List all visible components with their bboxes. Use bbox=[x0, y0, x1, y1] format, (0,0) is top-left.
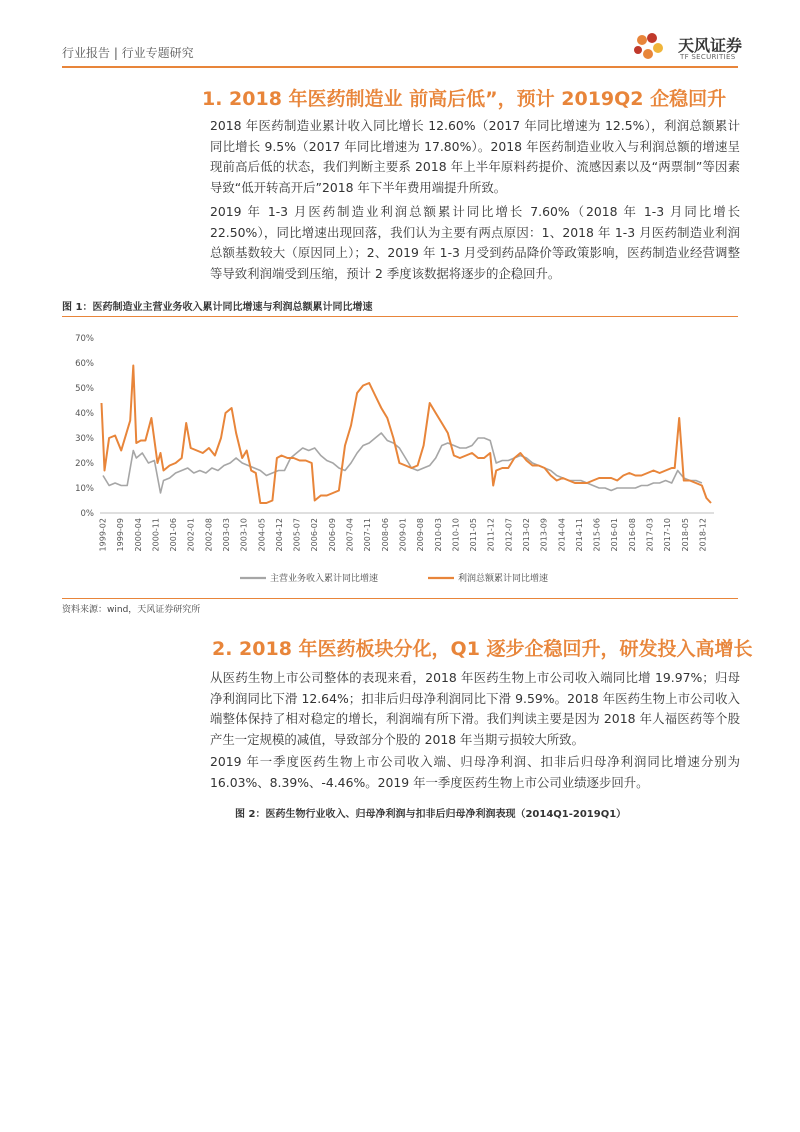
x-tick-label: 2010-10 bbox=[451, 518, 461, 552]
x-tick-label: 2009-08 bbox=[416, 518, 426, 552]
y-tick-label: 70% bbox=[75, 334, 94, 344]
logo-petal bbox=[637, 35, 647, 45]
section2-paragraph2: 2019 年一季度医药生物上市公司收入端、归母净利润、扣非后归母净利润同比增速分别为 16.03%、8.39%、-4.46%。2019 年一季度医药生物上市公司业绩逐步回升。 bbox=[210, 754, 740, 790]
logo-subtitle: TF SECURITIES bbox=[680, 53, 736, 61]
x-tick-label: 1999-02 bbox=[98, 518, 108, 552]
report-header: 行业报告 | 行业专题研究 bbox=[62, 46, 194, 60]
logo-petal bbox=[643, 49, 653, 59]
y-tick-label: 10% bbox=[75, 484, 94, 494]
legend-label: 主营业务收入累计同比增速 bbox=[270, 574, 379, 584]
y-tick-label: 30% bbox=[75, 434, 94, 444]
x-tick-label: 2017-03 bbox=[645, 518, 655, 552]
x-tick-label: 2016-01 bbox=[610, 518, 620, 552]
logo-petal bbox=[647, 33, 657, 43]
section1-heading: 1. 2018 年医药制造业 前高后低”，预计 2019Q2 企稳回升 bbox=[202, 88, 727, 110]
x-tick-label: 2004-12 bbox=[274, 518, 284, 552]
x-tick-label: 2000-04 bbox=[133, 518, 143, 552]
section1-paragraph1: 2018 年医药制造业累计收入同比增长 12.60%（2017 年同比增速为 12.5%），利润总额累计同比增长 9.5%（2017 年同比增速为 17.80%）。2018 年医药制造业收入与利润总额的增速呈现前高后低的状态，我们判断主要系 2018 年上半年原料药提价、流感因素以及“两票制”等因素导致“低开转高开后”2018 年下半年费用端提升所致。 bbox=[210, 118, 740, 195]
figure1-title: 图 1：医药制造业主营业务收入累计同比增速与利润总额累计同比增速 bbox=[62, 302, 373, 313]
y-tick-label: 40% bbox=[75, 409, 94, 419]
figure1-source: 资料来源：wind，天风证券研究所 bbox=[62, 605, 201, 615]
section2-heading: 2. 2018 年医药板块分化，Q1 逐步企稳回升，研发投入高增长 bbox=[212, 638, 753, 660]
x-tick-label: 2008-06 bbox=[380, 518, 390, 552]
section1-paragraph2: 2019 年 1-3 月医药制造业利润总额累计同比增长 7.60%（2018 年 1-3 月同比增长 22.50%），同比增速出现回落，我们认为主要有两点原因：1、2018 年 1-3 月医药制造业利润总额基数较大（原因同上）；2、2019 年 1-3 月受到药品降价等政策影响，医药制造业经营调整等导致利润端受到压缩，预计 2 季度该数据将逐步的企稳回升。 bbox=[210, 204, 740, 281]
figure1-top-rule bbox=[62, 316, 738, 317]
header-rule bbox=[62, 66, 738, 68]
y-tick-label: 20% bbox=[75, 459, 94, 469]
x-tick-label: 2016-08 bbox=[627, 518, 637, 552]
x-tick-label: 2013-09 bbox=[539, 518, 549, 552]
x-tick-label: 1999-09 bbox=[116, 518, 126, 552]
x-tick-label: 2006-02 bbox=[310, 518, 320, 552]
x-tick-label: 2002-01 bbox=[186, 518, 196, 552]
logo-name: 天风证券 bbox=[678, 36, 743, 55]
x-tick-label: 2002-08 bbox=[204, 518, 214, 552]
logo-petal bbox=[653, 43, 663, 53]
logo-petal bbox=[634, 46, 642, 54]
x-tick-label: 2011-12 bbox=[486, 518, 496, 552]
x-tick-label: 2009-01 bbox=[398, 518, 408, 552]
x-tick-label: 2007-11 bbox=[363, 518, 373, 552]
x-tick-label: 2018-12 bbox=[698, 518, 708, 552]
x-tick-label: 2013-02 bbox=[521, 518, 531, 552]
x-tick-label: 2012-07 bbox=[504, 518, 514, 552]
y-tick-label: 60% bbox=[75, 359, 94, 369]
figure1-bottom-rule bbox=[62, 598, 738, 599]
y-tick-label: 50% bbox=[75, 384, 94, 394]
section2-paragraph1: 从医药生物上市公司整体的表现来看，2018 年医药生物上市公司收入端同比增 19.97%；归母净利润同比下滑 12.64%；扣非后归母净利润同比下滑 9.59%。2018 年医药生物上市公司收入端整体保持了相对稳定的增长，利润端有所下滑。我们判读主要是因为 2018 年人福医药等个股产生一定规模的减值，导致部分个股的 2018 年当期亏损较大所致。 bbox=[210, 670, 740, 747]
x-tick-label: 2007-04 bbox=[345, 518, 355, 552]
x-tick-label: 2005-07 bbox=[292, 518, 302, 552]
y-tick-label: 0% bbox=[80, 509, 94, 519]
legend-label: 利润总额累计同比增速 bbox=[458, 574, 549, 584]
figure1-chart bbox=[62, 322, 738, 596]
x-tick-label: 2001-06 bbox=[169, 518, 179, 552]
x-tick-label: 2018-05 bbox=[680, 518, 690, 552]
x-tick-label: 2011-05 bbox=[469, 518, 479, 552]
x-tick-label: 2014-11 bbox=[574, 518, 584, 552]
profit-growth-line bbox=[102, 366, 712, 504]
x-tick-label: 2015-06 bbox=[592, 518, 602, 552]
x-tick-label: 2000-11 bbox=[151, 518, 161, 552]
x-tick-label: 2006-09 bbox=[327, 518, 337, 552]
x-tick-label: 2010-03 bbox=[433, 518, 443, 552]
x-tick-label: 2004-05 bbox=[257, 518, 267, 552]
x-tick-label: 2003-10 bbox=[239, 518, 249, 552]
figure2-title: 图 2：医药生物行业收入、归母净利润与扣非后归母净利润表现（2014Q1-2019Q1） bbox=[235, 809, 627, 820]
x-tick-label: 2017-10 bbox=[663, 518, 673, 552]
x-tick-label: 2014-04 bbox=[557, 518, 567, 552]
x-tick-label: 2003-03 bbox=[222, 518, 232, 552]
revenue-growth-line bbox=[103, 433, 702, 493]
